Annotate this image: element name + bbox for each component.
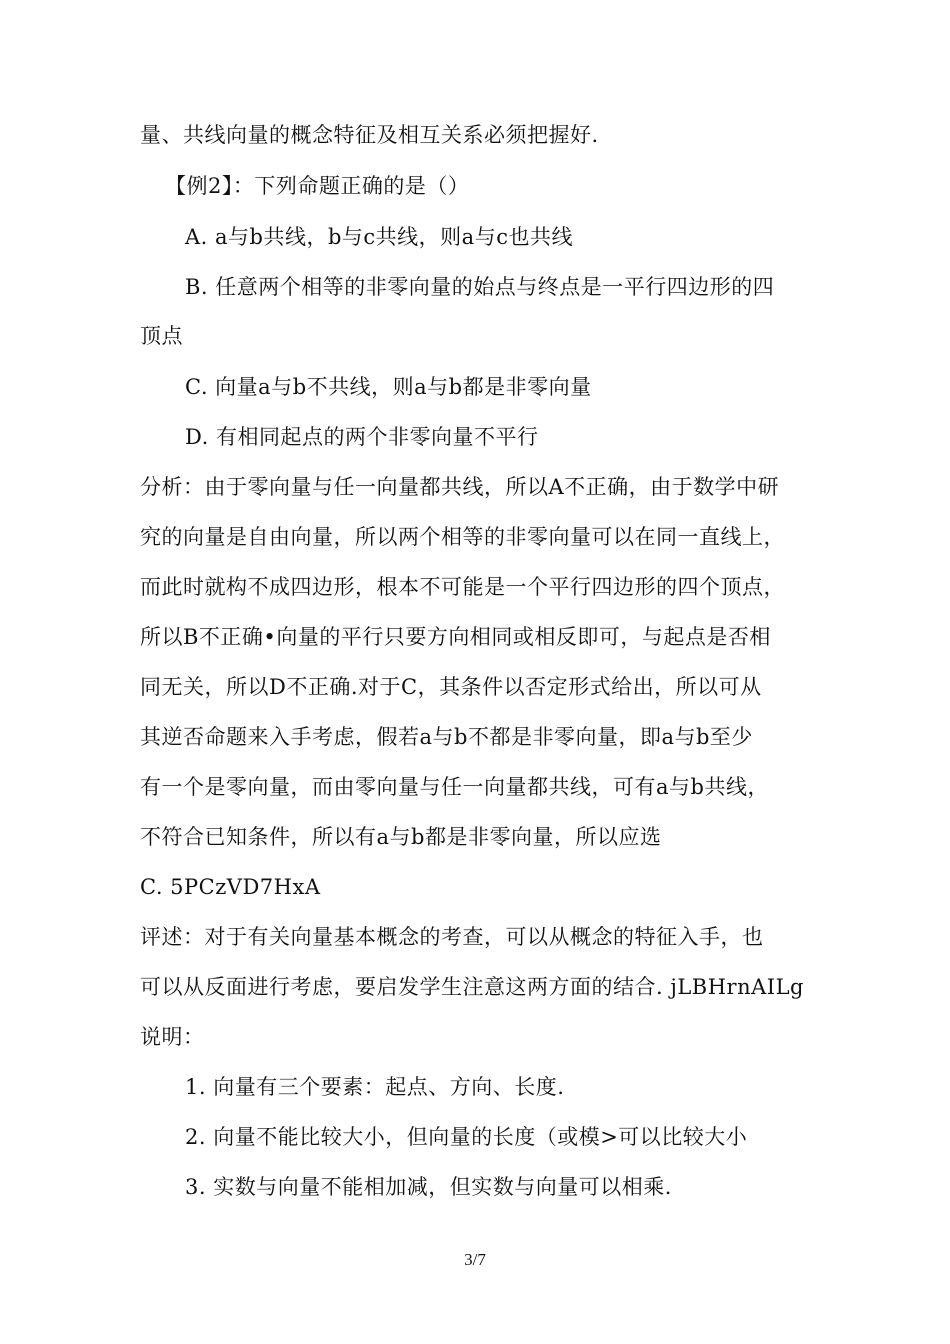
option-b-line-2: 顶点 [140,324,183,348]
note-2: 2. 向量不能比较大小，但向量的长度（或模>可以比较大小 [185,1125,748,1149]
notes-heading: 说明： [140,1025,205,1049]
analysis-line-1: 分析：由于零向量与任一向量都共线，所以A不正确，由于数学中研 [140,475,780,499]
analysis-line-8: 不符合已知条件，所以有a与b都是非零向量，所以应选 [140,825,662,849]
option-c: C. 向量a与b不共线，则a与b都是非零向量 [185,375,592,399]
option-d: D. 有相同起点的两个非零向量不平行 [185,425,539,449]
option-b-line-1: B. 任意两个相等的非零向量的始点与终点是一平行四边形的四 [185,275,775,299]
analysis-line-3: 而此时就构不成四边形，根本不可能是一个平行四边形的四个顶点， [140,575,785,599]
analysis-line-4: 所以B不正确•向量的平行只要方向相同或相反即可，与起点是否相 [140,625,771,649]
analysis-line-7: 有一个是零向量，而由零向量与任一向量都共线，可有a与b共线， [140,775,769,799]
analysis-line-5: 同无关，所以D不正确.对于C，其条件以否定形式给出，所以可从 [140,675,762,699]
analysis-line-2: 究的向量是自由向量，所以两个相等的非零向量可以在同一直线上， [140,525,785,549]
example-2-heading: 【例2】：下列命题正确的是（） [165,174,470,198]
analysis-answer: C. 5PCzVD7HxA [140,875,321,899]
option-a: A. a与b共线，b与c共线，则a与c也共线 [185,225,573,249]
text-line-1: 量、共线向量的概念特征及相互关系必须把握好. [140,123,599,147]
note-3: 3. 实数与向量不能相加减，但实数与向量可以相乘. [185,1175,672,1199]
commentary-line-1: 评述：对于有关向量基本概念的考查，可以从概念的特征入手，也 [140,925,764,949]
page-number: 3/7 [464,1250,486,1269]
analysis-line-6: 其逆否命题来入手考虑，假若a与b不都是非零向量，即a与b至少 [140,725,753,749]
commentary-line-2: 可以从反面进行考虑，要启发学生注意这两方面的结合. jLBHrnAILg [140,975,804,999]
note-1: 1. 向量有三个要素：起点、方向、长度. [185,1075,565,1099]
